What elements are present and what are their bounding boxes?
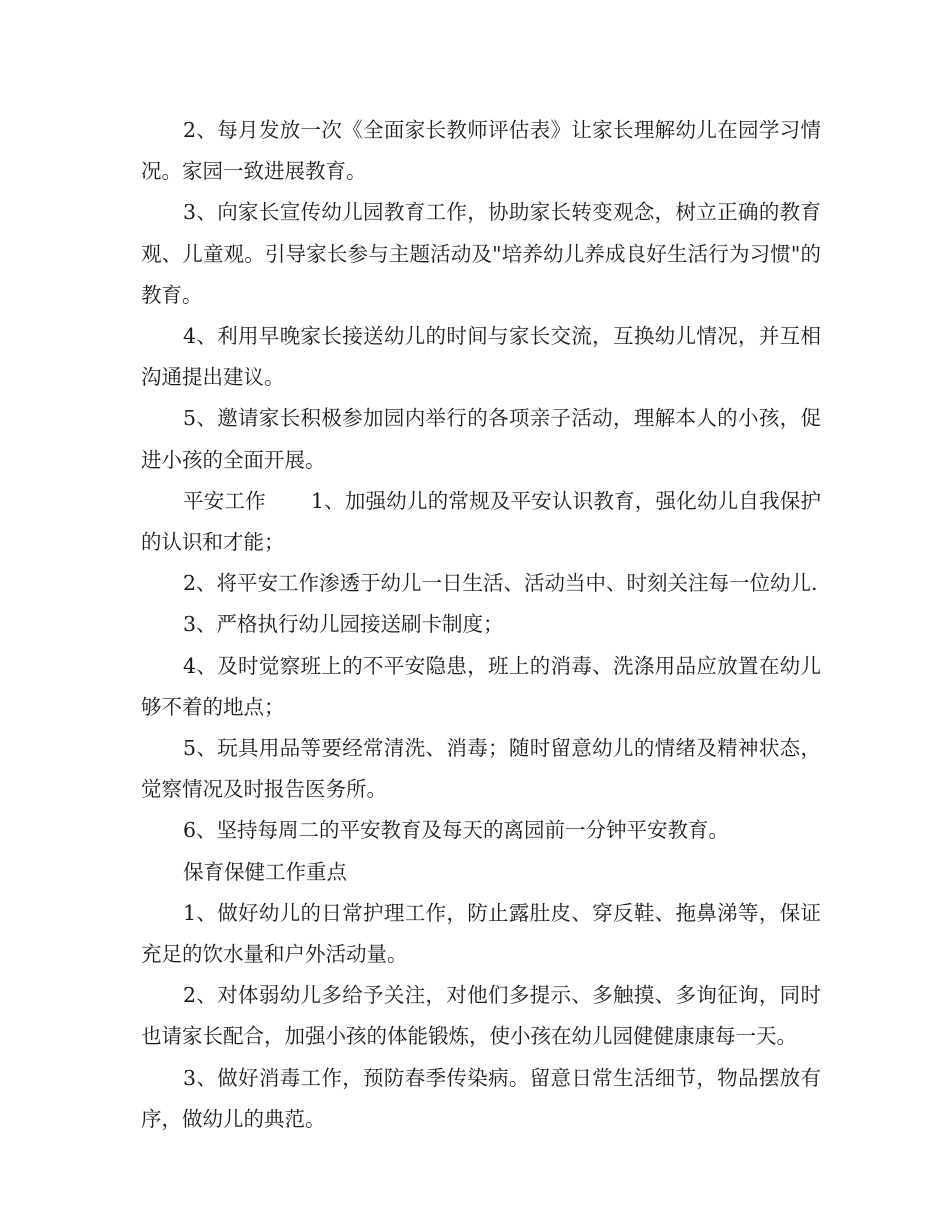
safety-item-4: 4、及时觉察班上的不平安隐患，班上的消毒、洗涤用品应放置在幼儿够不着的地点； <box>141 653 821 719</box>
health-section-heading: 保育保健工作重点 <box>183 859 348 884</box>
parent-work-item-3: 3、向家长宣传幼儿园教育工作，协助家长转变观念，树立正确的教育观、儿童观。引导家长参与主题活动及"培养幼儿养成良好生活行为习惯"的教育。 <box>141 200 821 307</box>
health-item-2: 2、对体弱幼儿多给予关注，对他们多提示、多触摸、多询征询，同时也请家长配合，加强小孩的体能锻炼，使小孩在幼儿园健健康康每一天。 <box>141 983 821 1049</box>
health-item-3: 3、做好消毒工作，预防春季传染病。留意日常生活细节，物品摆放有序，做幼儿的典范。 <box>141 1065 821 1131</box>
health-item-1: 1、做好幼儿的日常护理工作，防止露肚皮、穿反鞋、拖鼻涕等，保证充足的饮水量和户外活动量。 <box>141 900 821 967</box>
safety-heading: 平安工作 <box>183 488 266 513</box>
safety-item-2: 2、将平安工作渗透于幼儿一日生活、活动当中、时刻关注每一位幼儿. <box>183 571 818 596</box>
safety-item-3: 3、严格执行幼儿园接送刷卡制度； <box>183 612 504 637</box>
safety-item-5: 5、玩具用品等要经常清洗、消毒；随时留意幼儿的情绪及精神状态，觉察情况及时报告医务所。 <box>141 736 821 802</box>
safety-section-first-line <box>141 481 821 563</box>
parent-work-item-4: 4、利用早晚家长接送幼儿的时间与家长交流，互换幼儿情况，并互相沟通提出建议。 <box>141 324 821 390</box>
parent-work-item-2: 2、每月发放一次《全面家长教师评估表》让家长理解幼儿在园学习情况。家园一致进展教育。 <box>141 118 821 184</box>
document-body <box>141 110 821 1140</box>
parent-work-item-5: 5、邀请家长积极参加园内举行的各项亲子活动，理解本人的小孩，促进小孩的全面开展。 <box>141 406 821 472</box>
safety-item-6: 6、坚持每周二的平安教育及每天的离园前一分钟平安教育。 <box>183 818 730 843</box>
safety-item-1: 1、加强幼儿的常规及平安认识教育，强化幼儿自我保护的认识和才能； <box>141 488 822 555</box>
